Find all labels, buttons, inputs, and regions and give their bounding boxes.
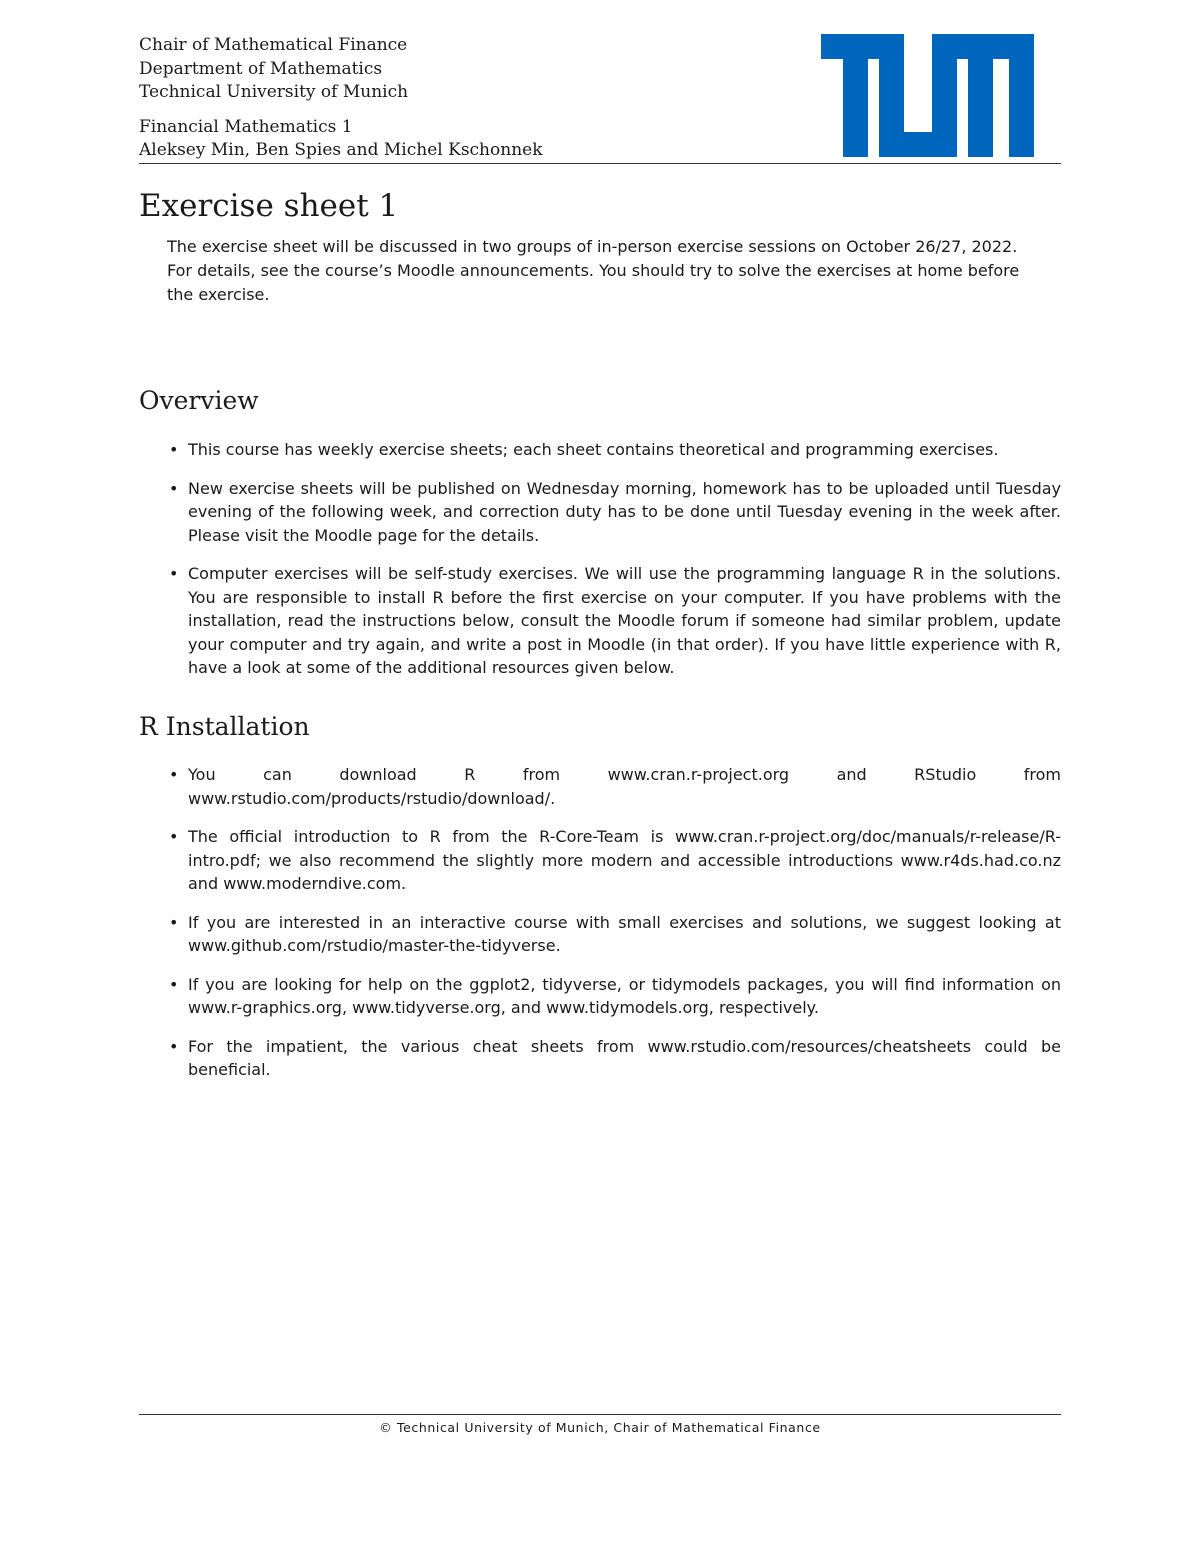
list-item: • The official introduction to R from the R-Core-Team is www.cran.r-project.org/doc/manuals/r-release/R-intro.pdf; we also recommend the slightly more modern and accessible introductions www.r4ds.had.co.nz and www.moderndive.com. — [169, 827, 1061, 893]
section-heading-installation: R Installation — [139, 712, 310, 741]
header-divider — [139, 163, 1061, 164]
list-item: • Computer exercises will be self-study exercises. We will use the programming language R in the solutions. You are responsible to install R before the first exercise on your computer. If you have problems with the installation, read the instructions below, consult the Moodle forum if someone had similar problem, update your computer and try again, and write a post in Moodle (in that order). If you have little experience with R, have a look at some of the additional resources given below. — [169, 564, 1061, 677]
bullet-icon: • — [169, 564, 179, 583]
overview-list — [163, 438, 1061, 695]
list-item: • New exercise sheets will be published on Wednesday morning, homework has to be uploaded until Tuesday evening of the following week, and correction duty has to be done until Tuesday evening in the week after. Please visit the Moodle page for the details. — [169, 478, 1061, 545]
list-item: • If you are interested in an interactive course with small exercises and solutions, we suggest looking at www.github.com/rstudio/master-the-tidyverse. — [169, 912, 1061, 955]
tum-logo — [821, 34, 1034, 157]
bullet-icon: • — [169, 912, 179, 932]
bullet-icon: • — [169, 478, 179, 498]
header-affiliation — [139, 34, 543, 163]
list-item: • This course has weekly exercise sheets; each sheet contains theoretical and programming exercises. — [163, 438, 1061, 462]
university-name: Technical University of Munich — [139, 82, 409, 102]
list-item: • For the impatient, the various cheat sheets from www.rstudio.com/resources/cheatsheets could be beneficial. — [169, 1036, 1061, 1079]
bullet-icon: • — [169, 440, 179, 459]
bullet-icon: • — [169, 827, 179, 846]
bullet-icon: • — [169, 765, 179, 784]
sheet-title: Exercise sheet 1 — [139, 188, 399, 224]
installation-list — [163, 763, 1061, 1097]
footer-divider — [139, 1414, 1061, 1415]
department-name: Department of Mathematics — [139, 58, 383, 79]
list-item: • You can download R from www.cran.r-project.org and RStudio from www.rstudio.com/products/rstudio/download/. — [169, 765, 1061, 808]
course-name: Financial Mathematics 1 — [139, 116, 353, 137]
chair-name: Chair of Mathematical Finance — [139, 35, 408, 55]
list-item: • If you are looking for help on the ggplot2, tidyverse, or tidymodels packages, you will find information on www.r-graphics.org, www.tidyverse.org, and www.tidymodels.org, respectively. — [169, 974, 1061, 1017]
section-heading-overview: Overview — [139, 386, 259, 415]
intro-paragraph: The exercise sheet will be discussed in two groups of in-person exercise sessions on October 26/27, 2022. For details, see the course’s Moodle announcements. You should try to solve the exercises at home before the exercise. — [167, 237, 1020, 304]
author-names: Aleksey Min, Ben Spies and Michel Kschonnek — [139, 140, 543, 160]
footer-copyright: © Technical University of Munich, Chair of Mathematical Finance — [379, 1420, 821, 1435]
bullet-icon: • — [169, 1036, 179, 1056]
bullet-icon: • — [169, 974, 179, 994]
